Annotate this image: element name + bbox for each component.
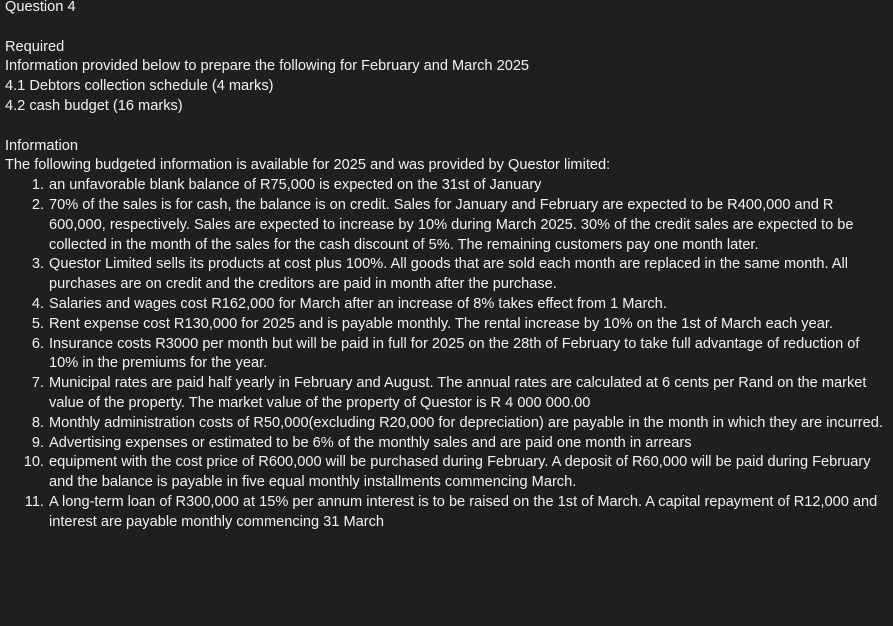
item-text: Monthly administration costs of R50,000(excluding R20,000 for depreciation) are payable in the month in which they are incurred. [49,414,883,431]
list-item [5,255,890,295]
item-text: Insurance costs R3000 per month but will be paid in full for 2025 on the 28th of February to take full advantage of reduction of 10% in the premiums for the year. [49,335,860,372]
item-number: 10. [23,454,44,471]
question-document [5,0,890,533]
item-text: A long-term loan of R300,000 at 15% per annum interest is to be raised on the 1st of March. A capital repayment of R12,000 and interest are payable monthly commencing 31 March [49,493,878,530]
task-4-2: 4.2 cash budget (16 marks) [5,97,183,114]
task-4-1: 4.1 Debtors collection schedule (4 marks) [5,78,274,95]
spacer [5,18,890,38]
list-item [5,315,890,335]
item-text: an unfavorable blank balance of R75,000 is expected on the 31st of January [49,177,542,194]
list-item [5,414,890,434]
information-list [5,176,890,532]
item-number: 1. [31,177,44,194]
question-title: Question 4 [5,0,76,15]
list-item [5,196,890,255]
item-text: equipment with the cost price of R600,000 will be purchased during February. A deposit of R60,000 will be paid during February and the balance is payable in five equal monthly installments commencing March. [49,454,871,491]
item-number: 4. [31,295,44,312]
information-intro: The following budgeted information is available for 2025 and was provided by Questor limited: [5,157,611,174]
item-text: Questor Limited sells its products at cost plus 100%. All goods that are sold each month are replaced in the same month. All purchases are on credit and the creditors are paid in month after the purchase. [49,256,849,293]
item-number: 8. [31,414,44,431]
item-text: 70% of the sales is for cash, the balance is on credit. Sales for January and February are expected to be R400,000 and R 600,000, respectively. Sales are expected to increase by 10% during March 2025. 30% of the credit sales are expected to be collected in the month of the sales for the cash discount of 5%. The remaining customers pay one month later. [49,196,854,253]
item-number: 11. [24,493,44,510]
list-item [5,434,890,454]
item-number: 5. [31,315,44,332]
list-item [5,493,890,533]
list-item [5,374,890,414]
item-text: Salaries and wages cost R162,000 for March after an increase of 8% takes effect from 1 March. [49,295,667,312]
item-text: Rent expense cost R130,000 for 2025 and is payable monthly. The rental increase by 10% on the 1st of March each year. [49,315,833,332]
list-item [5,453,890,493]
item-number: 7. [31,375,44,392]
item-text: Advertising expenses or estimated to be 6% of the monthly sales and are paid one month in arrears [49,434,692,451]
list-item [5,176,890,196]
item-number: 9. [31,434,44,451]
information-heading: Information [5,137,79,154]
list-item [5,335,890,375]
item-number: 6. [31,335,44,352]
required-intro: Information provided below to prepare the following for February and March 2025 [5,58,530,75]
item-number: 2. [31,196,44,213]
required-heading: Required [5,38,65,55]
list-item [5,295,890,315]
item-number: 3. [31,256,44,273]
spacer [5,117,890,137]
item-text: Municipal rates are paid half yearly in February and August. The annual rates are calculated at 6 cents per Rand on the market value of the property. The market value of the property of Questor is R 4 000 000.00 [49,375,867,411]
